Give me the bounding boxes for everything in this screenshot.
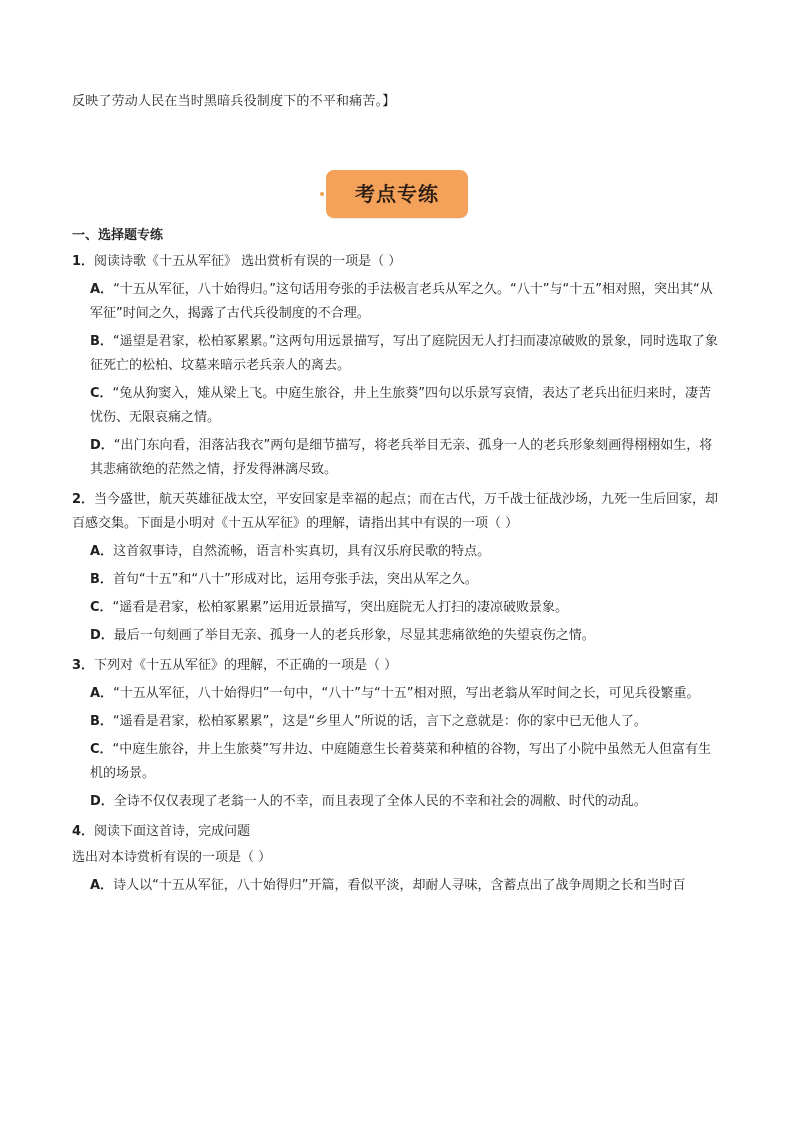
- question-1-option-b: [72, 330, 722, 378]
- option-text: 最后一句刻画了举目无亲、孤身一人的老兵形象，尽显其悲痛欲绝的失望哀伤之情。: [113, 628, 595, 643]
- option-key: B．: [90, 714, 113, 729]
- question-2-option-a: [72, 540, 722, 564]
- option-key: A．: [90, 878, 114, 893]
- question-3-stem: [72, 654, 722, 678]
- option-key: A．: [90, 686, 114, 701]
- option-text: “遥望是君家，松柏冢累累。”这两句用远景描写，写出了庭院因无人打扫而凄凉破败的景象，同时选取了象征死亡的松柏、坟墓来暗示老兵亲人的离去。: [90, 334, 718, 373]
- question-4-subprompt: 选出对本诗赏析有误的一项是（ ）: [72, 850, 272, 865]
- option-key: D．: [90, 628, 114, 643]
- option-text: “十五从军征，八十始得归”一句中，“八十”与“十五”相对照，写出老翁从军时间之长，可见兵役繁重。: [113, 686, 700, 701]
- question-3-option-c: [72, 738, 722, 786]
- option-key: D．: [90, 794, 114, 809]
- option-text: “十五从军征，八十始得归。”这句话用夸张的手法极言老兵从军之久。“八十”与“十五”相对照，突出其“从军征”时间之久，揭露了古代兵役制度的不合理。: [90, 282, 713, 321]
- question-2-option-b: [72, 568, 722, 592]
- question-4-option-a: [72, 874, 722, 898]
- option-key: A．: [90, 544, 114, 559]
- option-text: 首句“十五”和“八十”形成对比，运用夸张手法，突出从军之久。: [112, 572, 478, 587]
- option-key: B．: [90, 334, 113, 349]
- option-text: 全诗不仅仅表现了老翁一人的不幸，而且表现了全体人民的不幸和社会的凋敝、时代的动乱。: [113, 794, 647, 809]
- question-3-number: 3．: [72, 658, 95, 673]
- question-1-number: 1．: [72, 254, 95, 269]
- question-1-option-c: [72, 382, 722, 430]
- question-3: [72, 654, 722, 814]
- option-key: B．: [90, 572, 113, 587]
- question-1-text: 阅读诗歌《十五从军征》 选出赏析有误的一项是（ ）: [94, 254, 402, 269]
- question-2-text: 当今盛世，航天英雄征战太空，平安回家是幸福的起点；而在古代，万千战士征战沙场，九死一生后回家，却百感交集。下面是小明对《十五从军征》的理解，请指出其中有误的一项（ ）: [72, 492, 719, 531]
- question-3-option-b: [72, 710, 722, 734]
- option-text: 诗人以“十五从军征，八十始得归”开篇，看似平淡，却耐人寻味，含蓄点出了战争周期之长和当时百: [113, 878, 686, 893]
- question-1-stem: [72, 250, 722, 274]
- question-3-text: 下列对《十五从军征》的理解，不正确的一项是（ ）: [94, 658, 398, 673]
- question-content: [72, 226, 722, 898]
- option-key: C．: [90, 386, 113, 401]
- option-key: D．: [90, 438, 114, 453]
- option-text: “中庭生旅谷，井上生旅葵”写井边、中庭随意生长着葵菜和种植的谷物，写出了小院中虽然无人但富有生机的场景。: [90, 742, 712, 781]
- question-2-option-d: [72, 624, 722, 648]
- question-1-option-a: [72, 278, 722, 326]
- question-1: [72, 250, 722, 482]
- question-3-option-d: [72, 790, 722, 814]
- question-2-option-c: [72, 596, 722, 620]
- question-3-option-a: [72, 682, 722, 706]
- option-text: “遥看是君家，松柏冢累累”，这是“乡里人”所说的话，言下之意就是：你的家中已无他人了。: [112, 714, 647, 729]
- section-badge-row: [0, 168, 794, 220]
- option-text: “遥看是君家，松柏冢累累”运用近景描写，突出庭院无人打扫的凄凉破败景象。: [112, 600, 569, 615]
- option-text: 这首叙事诗，自然流畅，语言朴实真切，具有汉乐府民歌的特点。: [113, 544, 491, 559]
- section-badge: [326, 170, 468, 218]
- option-key: C．: [90, 600, 113, 615]
- question-4-stem: [72, 820, 722, 844]
- question-2: [72, 488, 722, 648]
- intro-text: 反映了劳动人民在当时黑暗兵役制度下的不平和痛苦。】: [72, 94, 396, 109]
- question-1-option-d: [72, 434, 722, 482]
- question-2-number: 2．: [72, 492, 95, 507]
- section-title: 一、选择题专练: [72, 228, 164, 243]
- option-text: “兔从狗窦入，雉从梁上飞。中庭生旅谷，井上生旅葵”四句以乐景写哀情，表达了老兵出征归来时，凄苦忧伤、无限哀痛之情。: [90, 386, 712, 425]
- question-4: [72, 820, 722, 898]
- option-key: A．: [90, 282, 114, 297]
- option-text: “出门东向看，泪落沾我衣”两句是细节描写，将老兵举目无亲、孤身一人的老兵形象刻画得栩栩如生，将其悲痛欲绝的茫然之情，抒发得淋漓尽致。: [90, 438, 713, 477]
- option-key: C．: [90, 742, 113, 757]
- question-4-number: 4．: [72, 824, 95, 839]
- question-4-text: 阅读下面这首诗，完成问题: [94, 824, 251, 839]
- question-2-stem: [72, 488, 722, 536]
- section-badge-label: 考点专练: [355, 182, 439, 206]
